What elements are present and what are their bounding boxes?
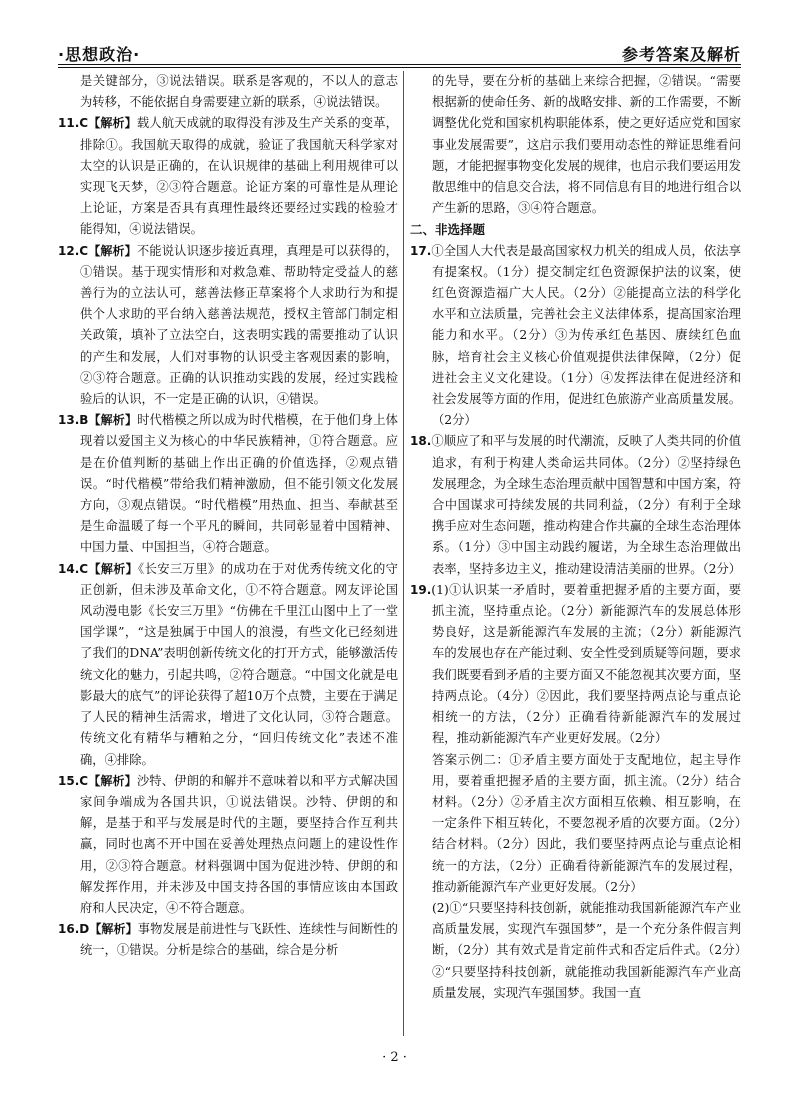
answer-text: 时代楷模之所以成为时代楷模，在于他们身上体现着以爱国主义为核心的中华民族精神，①符合题意。应是在价值判断的基础上作出正确的价值选择，②观点错误。“时代楷模”带给我们精神激励，但不能引领文化发展方向，③观点错误。“时代楷模”用热血、担当、奉献甚至是生命温暖了每一个平凡的瞬间，共同彰显着中国精神、中国力量、中国担当，④符合题意。 <box>80 413 398 555</box>
analysis-tag: 【解析】 <box>88 561 139 576</box>
answer-number: 11.C <box>58 116 89 131</box>
answer-number: 12.C <box>58 243 89 258</box>
answer-number: 19. <box>410 582 432 597</box>
analysis-tag: 【解析】 <box>88 116 137 131</box>
analysis-tag: 【解析】 <box>88 773 137 788</box>
answer-text: ①全国人大代表是最高国家权力机关的组成人员，依法享有提案权。（1分）提交制定红色资源保护法的议案，使红色资源造福广大人民。（2分）②能提高立法的科学化水平和立法质量，完善社会主义法律体系，提高国家治理能力和水平。（2分）③为传承红色基因、赓续红色血脉，培育社会主义核心价值观提供法律保障，（2分）促进社会主义文化建设。（1分）④发挥法律在促进经济和社会发展等方面的作用，促进红色旅游产业高质量发展。（2分） <box>431 243 741 428</box>
analysis-tag: 【解析】 <box>88 243 137 258</box>
answer-item <box>58 241 398 411</box>
right-column <box>410 71 741 1041</box>
answer-paragraph: 的先导，要在分析的基础上来综合把握，②错误。“需要根据新的使命任务、新的战略安排、新的工作需要，不断调整优化党和国家机构职能体系，使之更好适应党和国家事业发展需要”，这启示我们要用动态性的辩证思维看问题，才能把握事物变化发展的规律，也启示我们要运用发散思维中的信息交合法，将不同信息有目的地进行组合以产生新的思路，③④符合题意。 <box>432 74 741 216</box>
answer-number: 17. <box>410 243 432 258</box>
answer-number: 18. <box>410 434 432 449</box>
answer-number: 15.C <box>58 773 89 788</box>
answer-text: 《长安三万里》的成功在于对优秀传统文化的守正创新，但未涉及革命文化，①不符合题意。网友评论国风动漫电影《长安三万里》“仿佛在千里江山图中上了一堂国学课”，“这是独属于中国人的浪漫，有些文化已经刻进了我们的DNA”表明创新传统文化的打开方式，能够激活传统文化的魅力，引起共鸣，②符合题意。“中国文化就是电影最大的底气”的评论获得了超10万个点赞，主要在于满足了人民的精神生活需求，增进了文化认同，③符合题意。传统文化有精华与糟粕之分，“回归传统文化”表述不准确，④排除。 <box>80 561 398 767</box>
answer-number: 16.D <box>58 922 90 937</box>
answer-item <box>58 559 398 771</box>
answer-item <box>410 431 741 579</box>
answer-text: 载人航天成就的取得没有涉及生产关系的变革，排除①。我国航天取得的成就，验证了我国航天科学家对太空的认识是正确的，在认识规律的基础上利用规律可以实现飞天梦，②③符合题意。论证方案的可靠性是从理论上论证，方案是否具有真理性最终还要经过实践的检验才能得知，④说法错误。 <box>80 116 398 237</box>
answer-text: 事物发展是前进性与飞跃性、连续性与间断性的统一，①错误。分析是综合的基础，综合是分析 <box>80 922 398 958</box>
page-header <box>58 42 741 66</box>
answer-text: (1)①认识某一矛盾时，要着重把握矛盾的主要方面，要抓主流，坚持重点论。（2分）新能源汽车的发展总体形势良好，这是新能源汽车发展的主流；（2分）新能源汽车的发展也存在产能过剩、安全性受到质疑等问题，要求我们既要看到矛盾的主要方面又不能忽视其次要方面，坚持两点论。（4分）②因此，我们要坚持两点论与重点论相统一的方法，（2分）正确看待新能源汽车的发展过程，推动新能源汽车产业更好发展。（2分） <box>431 582 741 746</box>
subject-label: ·思想政治· <box>58 45 141 64</box>
answer-text: 沙特、伊朗的和解并不意味着以和平方式解决国家间争端成为各国共识，①说法错误。沙特、伊朗的和解，是基于和平与发展是时代的主题，要坚持合作互利共赢，同时也离不开中国在妥善处理热点问题上的建设性作用，②③符合题意。材料强调中国为促进沙特、伊朗的和解发挥作用，并未涉及中国支持各国的事情应该由本国政府和人民决定，④不符合题意。 <box>80 773 398 915</box>
header-rule-thin <box>58 67 741 68</box>
left-column <box>58 71 398 1041</box>
answer-number: 14.C <box>58 561 89 576</box>
answer-item <box>58 410 398 558</box>
analysis-tag: 【解析】 <box>89 922 138 937</box>
answer-text: 不能说认识逐步接近真理，真理是可以获得的，①错误。基于现实情形和对救急难、帮助特定受益人的慈善行为的立法认可，慈善法修正草案将个人求助行为和提供个人求助的平台纳入慈善法规范，授权主管部门制定相关政策，填补了立法空白，这表明实践的需要推动了认识的产生和发展，人们对事物的认识受主客观因素的影响，②③符合题意。正确的认识推动实践的发展，经过实践检验后的认识，不一定是正确的认识，④错误。 <box>80 243 398 407</box>
header-rule <box>58 64 741 65</box>
section-heading: 二、非选择题 <box>410 222 486 238</box>
answer-item <box>58 113 398 240</box>
answer-paragraph: 是关键部分，③说法错误。联系是客观的，不以人的意志为转移，不能依据自身需要建立新的联系，④说法错误。 <box>80 74 398 110</box>
answer-item <box>410 580 741 750</box>
analysis-tag: 【解析】 <box>88 413 138 428</box>
page-number: · 2 · <box>382 1050 407 1065</box>
answer-item <box>58 771 398 919</box>
answer-text: ①顺应了和平与发展的时代潮流，反映了人类共同的价值追求，有利于构建人类命运共同体。（2分）②坚持绿色发展理念，为全球生态治理贡献中国智慧和中国方案，符合中国谋求可持续发展的共同利益，（2分）有利于全球携手应对生态问题，推动构建合作共赢的全球生态治理体系。（1分）③中国主动践约履诺，为全球生态治理做出表率，坚持多边主义，推动建设清洁美丽的世界。（2分） <box>431 434 741 576</box>
answer-number: 13.B <box>58 413 89 428</box>
column-divider <box>403 71 404 1036</box>
answer-item <box>58 919 398 961</box>
header-title: 参考答案及解析 <box>621 45 741 64</box>
answer-paragraph: (2)①“只要坚持科技创新，就能推动我国新能源汽车产业高质量发展，实现汽车强国梦”，是一个充分条件假言判断，（2分）其有效式是肯定前件式和否定后件式。（2分）②“只要坚持科技创新，就能推动我国新能源汽车产业高质量发展，实现汽车强国梦。我国一直 <box>432 900 741 1000</box>
answer-item <box>410 241 741 432</box>
answer-paragraph: 答案示例二：①矛盾主要方面处于支配地位，起主导作用，要着重把握矛盾的主要方面，抓主流。（2分）结合材料。（2分）②矛盾主次方面相互依赖、相互影响，在一定条件下相互转化，不要忽视矛盾的次要方面。（2分）结合材料。（2分）因此，我们要坚持两点论与重点论相统一的方法，（2分）正确看待新能源汽车的发展过程，推动新能源汽车产业更好发展。（2分） <box>432 752 741 894</box>
